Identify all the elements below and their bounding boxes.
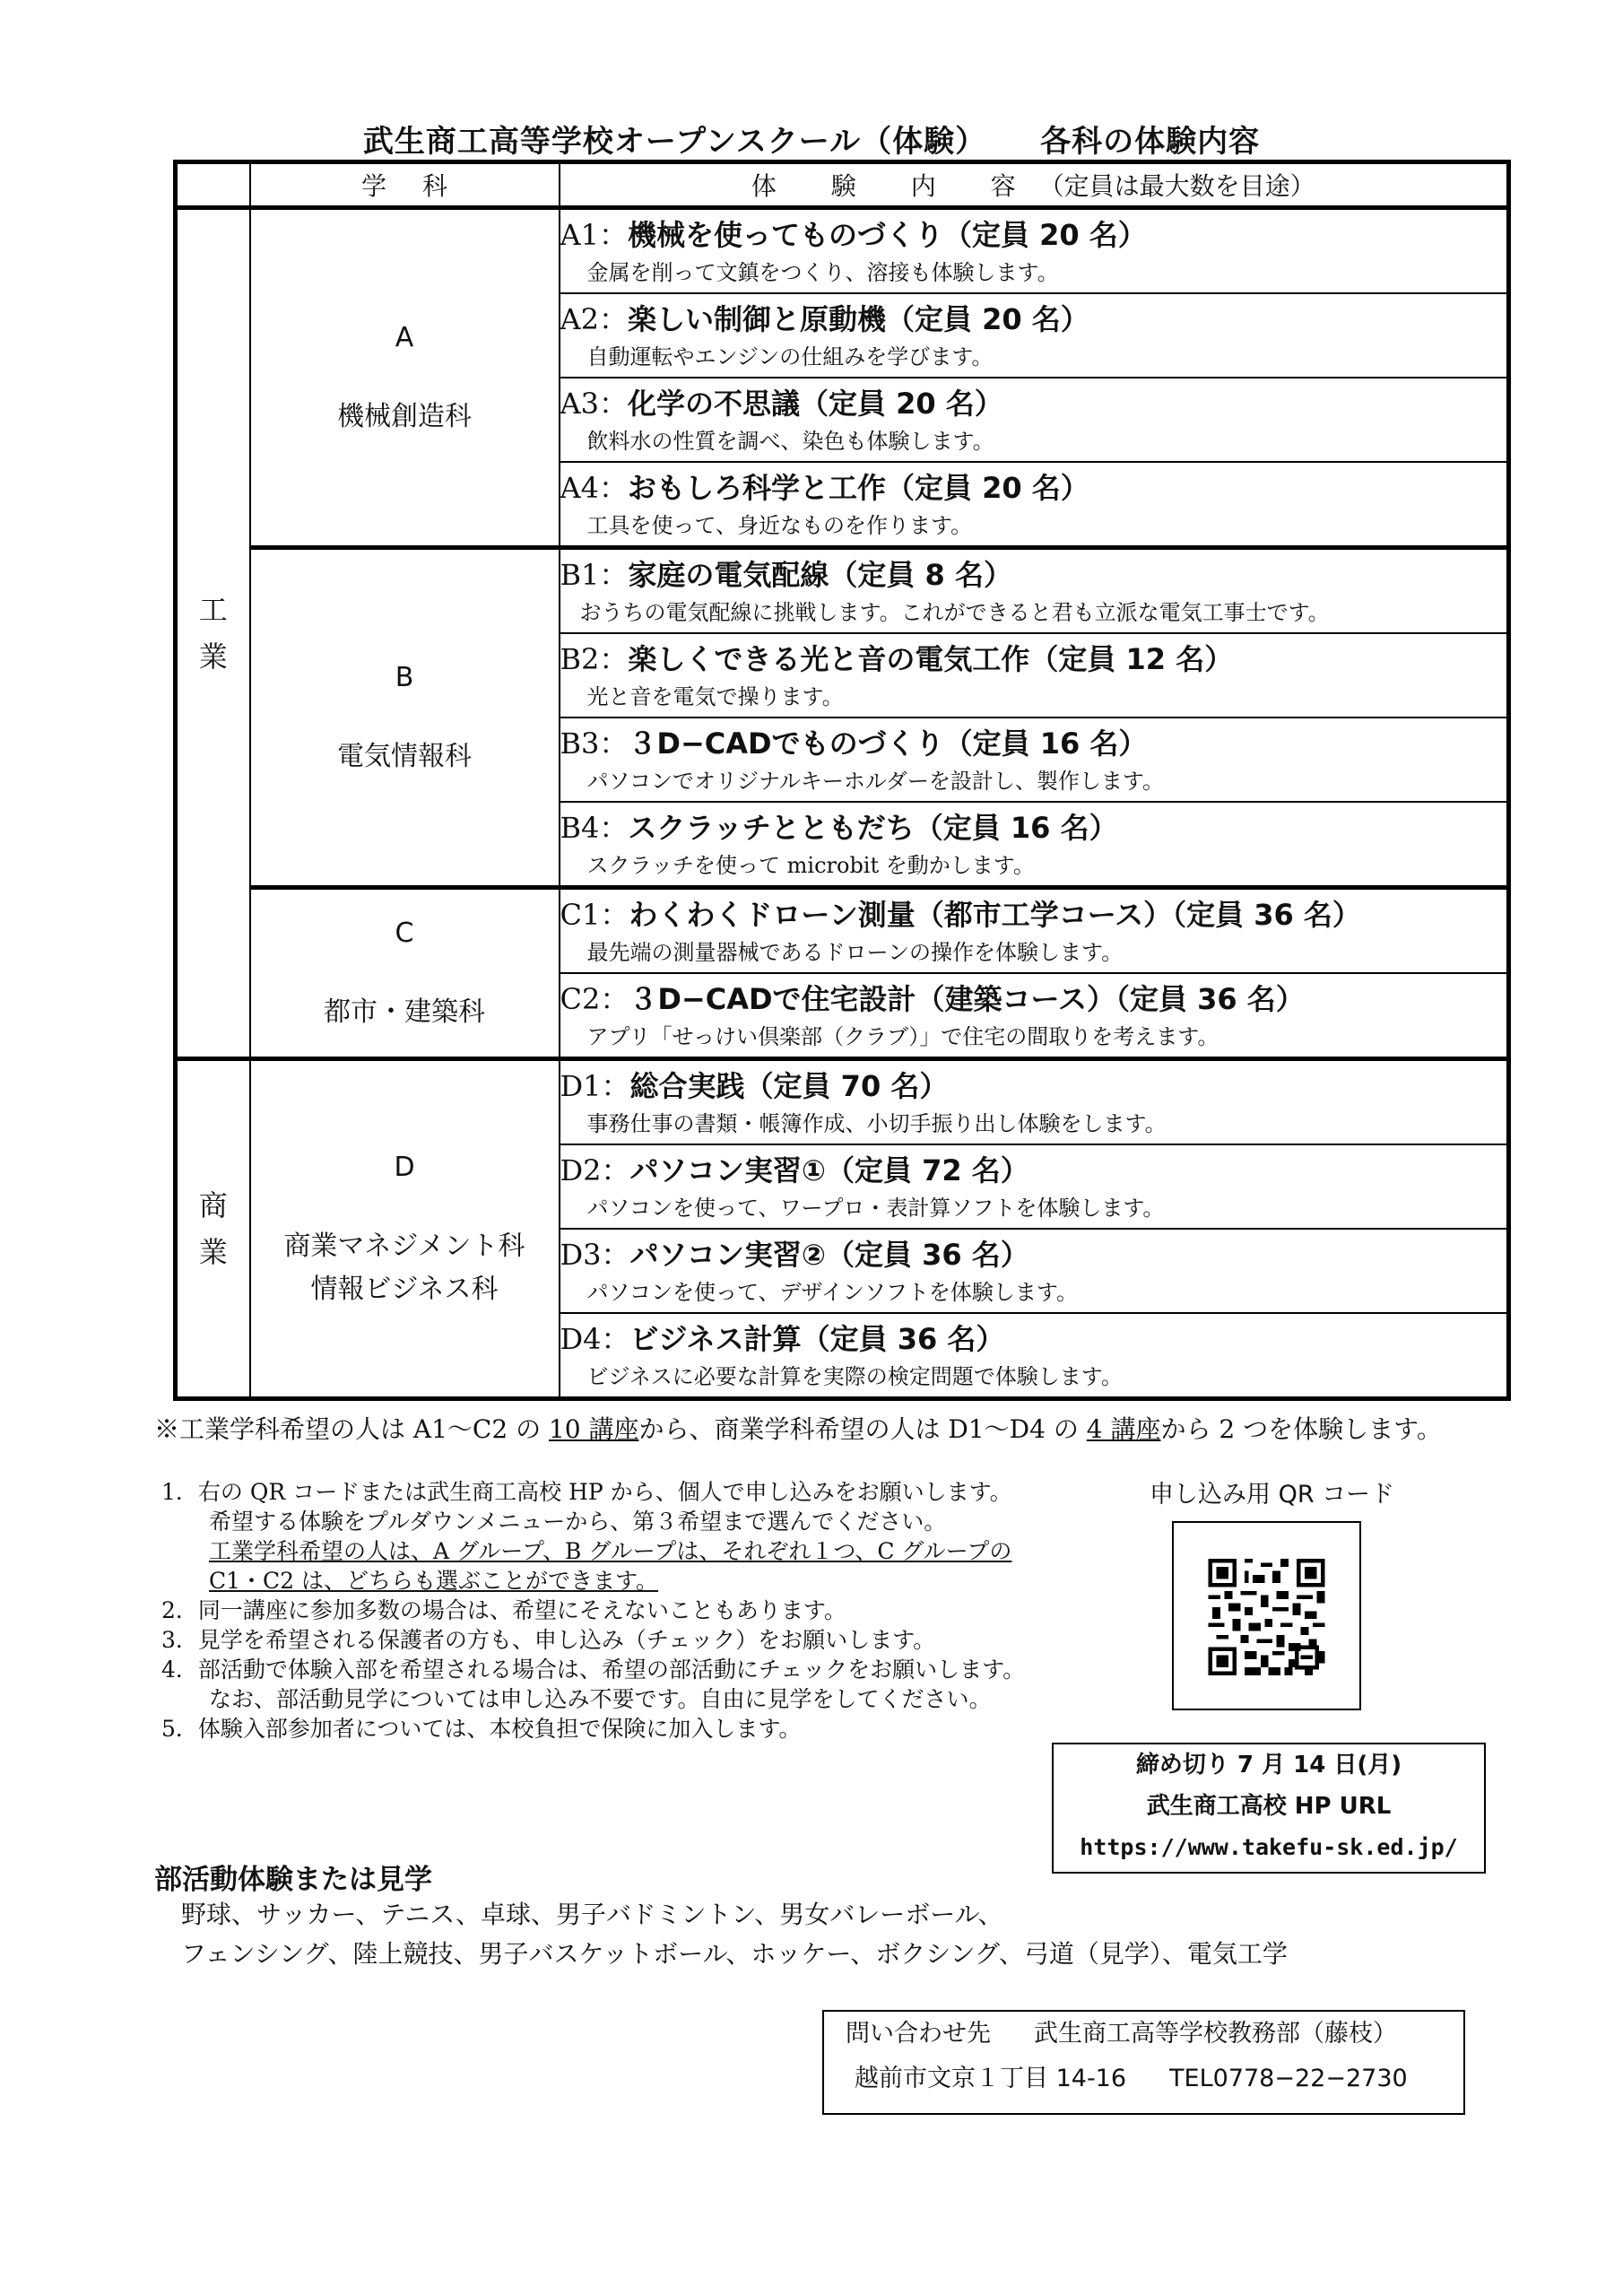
document-title [0,117,1623,161]
contact-box [822,2010,1465,2115]
club-list-line-2: フェンシング、陸上競技、男子バスケットボール、ホッケー、ボクシング、弓道（見学）、電気工学 [181,1939,1288,1969]
contact-tel: TEL0778−22−2730 [1169,2065,1408,2092]
contact-label: 問い合わせ先 [846,2020,991,2048]
instruction-3: 3．見学を希望される保護者の方も、申し込み（チェック）をお願いします。 [161,1627,936,1653]
course-b1: B1：家庭の電気配線（定員 8 名） おうちの電気配線に挑戦します。これができると君も立派な電気工事士です。 [560,548,1509,634]
club-section-title: 部活動体験または見学 [154,1864,432,1896]
instruction-2: 2．同一講座に参加多数の場合は、希望にそえないこともあります。 [161,1597,846,1623]
course-b3: B3：３D−CADでものづくり（定員 16 名） パソコンでオリジナルキーホルダーを設計し、製作します。 [560,718,1509,802]
table-row [176,548,1509,634]
club-list-line-1: 野球、サッカー、テニス、卓球、男子バドミントン、男女バレーボール、 [181,1900,1003,1929]
header-content: 体 験 内 容（定員は最大数を目途） [560,162,1509,208]
course-b4: B4：スクラッチとともだち（定員 16 名） スクラッチを使って microbit を動かします。 [560,802,1509,888]
instruction-1-sub: 希望する体験をプルダウンメニューから、第３希望まで選んでください。 [209,1509,947,1535]
division-commerce: 商 業 [176,1059,250,1399]
instruction-4: 4．部活動で体験入部を希望される場合は、希望の部活動にチェックをお願いします。 [161,1657,1026,1683]
title-subtitle: 各科の体験内容 [1040,124,1261,160]
table-row [176,208,1509,294]
course-d1: D1：総合実践（定員 70 名） 事務仕事の書類・帳簿作成、小切手振り出し体験をします。 [560,1059,1509,1145]
hp-url-link[interactable]: https://www.takefu-sk.ed.jp/ [1080,1834,1458,1860]
dept-a: A 機械創造科 [250,208,560,548]
selection-note: ※工業学科希望の人は A1〜C2 の 10 講座から、商業学科希望の人は D1〜D4 の 4 講座から 2 つを体験します。 [154,1414,1442,1444]
course-d4: D4：ビジネス計算（定員 36 名） ビジネスに必要な計算を実際の検定問題で体験します。 [560,1313,1509,1399]
course-c1: C1：わくわくドローン測量（都市工学コース）（定員 36 名） 最先端の測量器械であるドローンの操作を体験します。 [560,888,1509,974]
qr-frame[interactable] [1172,1521,1361,1710]
hp-url-label: 武生商工高校 HP URL [1146,1793,1392,1820]
contact-org: 武生商工高等学校教務部（藤枝） [1034,2020,1397,2048]
instruction-5: 5．体験入部参加者については、本校負担で保険に加入します。 [161,1716,802,1742]
course-a1: A1：機械を使ってものづくり（定員 20 名） 金属を削って文鎮をつくり、溶接も体験します。 [560,208,1509,294]
club-list [181,1895,1288,1974]
course-table [173,160,1511,1401]
dept-b: B 電気情報科 [250,548,560,888]
course-a3: A3：化学の不思議（定員 20 名） 飲料水の性質を調べ、染色も体験します。 [560,378,1509,462]
header-blank [176,162,250,208]
division-industry: 工 業 [176,208,250,1059]
instruction-1: 1．右の QR コードまたは武生商工高校 HP から、個人で申し込みをお願いします。 [161,1479,1012,1505]
course-a4: A4：おもしろ科学と工作（定員 20 名） 工具を使って、身近なものを作ります。 [560,462,1509,548]
table-row [176,1059,1509,1145]
instruction-1-underline-b: C1・C2 は、どちらも選ぶことができます。 [209,1568,659,1594]
course-d3: D3：パソコン実習②（定員 36 名） パソコンを使って、デザインソフトを体験します。 [560,1229,1509,1313]
qr-label: 申し込み用 QR コード [1150,1481,1395,1509]
title-event: 武生商工高等学校オープンスクール（体験） [362,124,987,160]
course-d2: D2：パソコン実習①（定員 72 名） パソコンを使って、ワープロ・表計算ソフトを体験します。 [560,1144,1509,1229]
deadline-box [1052,1743,1486,1874]
header-dept: 学科 [250,162,560,208]
contact-address: 越前市文京１丁目 14-16 [855,2065,1127,2092]
instruction-4-sub: なお、部活動見学については申し込み不要です。自由に見学をしてください。 [209,1686,992,1712]
deadline-text: 締め切り 7 月 14 日(月) [1135,1752,1402,1779]
instruction-1-underline-a: 工業学科希望の人は、A グループ、B グループは、それぞれ１つ、C グループの [209,1538,1012,1564]
instructions-list [161,1477,1112,1744]
dept-d: D 商業マネジメント科 情報ビジネス科 [250,1059,560,1399]
table-row [176,888,1509,974]
course-b2: B2：楽しくできる光と音の電気工作（定員 12 名） 光と音を電気で操ります。 [560,633,1509,718]
dept-c: C 都市・建築科 [250,888,560,1059]
course-c2: C2：３D−CADで住宅設計（建築コース）（定員 36 名） アプリ「せっけい倶楽部（クラブ）」で住宅の間取りを考えます。 [560,973,1509,1059]
table-header-row [176,162,1509,208]
course-a2: A2：楽しい制御と原動機（定員 20 名） 自動運転やエンジンの仕組みを学びます。 [560,293,1509,378]
qr-code-icon[interactable] [1201,1559,1332,1675]
